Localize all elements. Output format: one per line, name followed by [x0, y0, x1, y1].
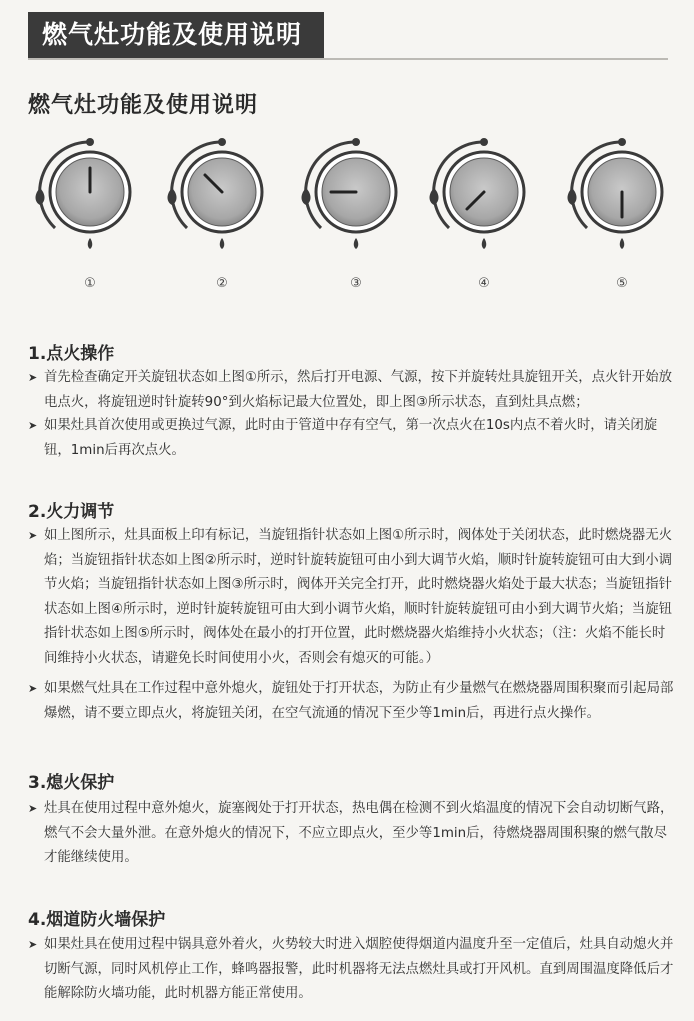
- knob-1: [36, 138, 131, 249]
- knob-label-5: ⑤: [616, 276, 628, 291]
- knob-diagram: [20, 132, 680, 302]
- knob-2: [168, 138, 263, 249]
- paragraph-text: 首先检查确定开关旋钮状态如上图①所示，然后打开电源、气源，按下并旋转灶具旋钮开关，点火针开始放电点火，将旋钮逆时针旋转90°到火焰标记最大位置处，即上图③所示状态，直到灶具点燃；: [44, 370, 672, 410]
- knob-label-2: ②: [216, 276, 228, 291]
- paragraph: [28, 524, 674, 671]
- paragraph-text: 如上图所示，灶具面板上印有标记，当旋钮指针状态如上图①所示时，阀体处于关闭状态，此时燃烧器无火焰；当旋钮指针状态如上图②所示时，逆时针旋转旋钮可由小到大调节火焰，顺时针旋转旋钮可由大到小调节火焰；当旋钮指针状态如上图③所示时，阀体开关完全打开，此时燃烧器火焰处于最大状态；当旋钮指针状态如上图④所示时，逆时针旋转旋钮可由大到小调节火焰，顺时针旋转旋钮可由小到大调节火焰；当旋钮指针状态如上图⑤所示时，阀体处在最小的打开位置，此时燃烧器火焰维持小火状态；（注：火焰不能长时间维持小火状态，请避免长时间使用小火，否则会有熄灭的可能。）: [44, 528, 672, 666]
- bullet-arrow-icon: ➤: [28, 682, 38, 695]
- paragraph: [28, 933, 674, 1007]
- section-heading-flue-firewall: 4.烟道防火墙保护: [28, 910, 166, 930]
- knob-label-1: ①: [84, 276, 96, 291]
- header-divider: [28, 58, 668, 60]
- page-title: 燃气灶功能及使用说明: [28, 93, 259, 118]
- bullet-arrow-icon: ➤: [28, 529, 38, 542]
- knob-5: [568, 138, 663, 249]
- section-heading-ignition: 1.点火操作: [28, 344, 115, 364]
- section-heading-fire-adjustment: 2.火力调节: [28, 502, 115, 522]
- bullet-arrow-icon: ➤: [28, 419, 38, 432]
- paragraph-text: 如果燃气灶具在工作过程中意外熄火，旋钮处于打开状态，为防止有少量燃气在燃烧器周围积聚而引起局部爆燃，请不要立即点火，将旋钮关闭，在空气流通的情况下至少等1min后，再进行点火操作。: [44, 681, 674, 721]
- knob-3: [302, 138, 397, 249]
- knob-label-3: ③: [350, 276, 362, 291]
- paragraph: [28, 366, 674, 415]
- paragraph: [28, 677, 674, 726]
- knob-4: [430, 138, 525, 249]
- paragraph: [28, 414, 674, 463]
- knob-label-4: ④: [478, 276, 490, 291]
- section-heading-flameout-protection: 3.熄火保护: [28, 773, 115, 793]
- paragraph-text: 如果灶具在使用过程中锅具意外着火，火势较大时进入烟腔使得烟道内温度升至一定值后，灶具自动熄火并切断气源，同时风机停止工作，蜂鸣器报警，此时机器将无法点燃灶具或打开风机。直到周围温度降低后才能解除防火墙功能，此时机器方能正常使用。: [44, 937, 674, 1001]
- paragraph-text: 灶具在使用过程中意外熄火，旋塞阀处于打开状态，热电偶在检测不到火焰温度的情况下会自动切断气路，燃气不会大量外泄。在意外熄火的情况下，不应立即点火，至少等1min后，待燃烧器周围积聚的燃气散尽才能继续使用。: [44, 801, 674, 865]
- header-title-bar: 燃气灶功能及使用说明: [28, 12, 324, 58]
- paragraph: [28, 797, 674, 871]
- bullet-arrow-icon: ➤: [28, 371, 38, 384]
- bullet-arrow-icon: ➤: [28, 802, 38, 815]
- paragraph-text: 如果灶具首次使用或更换过气源，此时由于管道中存有空气，第一次点火在10s内点不着火时，请关闭旋钮，1min后再次点火。: [44, 418, 658, 458]
- bullet-arrow-icon: ➤: [28, 938, 38, 951]
